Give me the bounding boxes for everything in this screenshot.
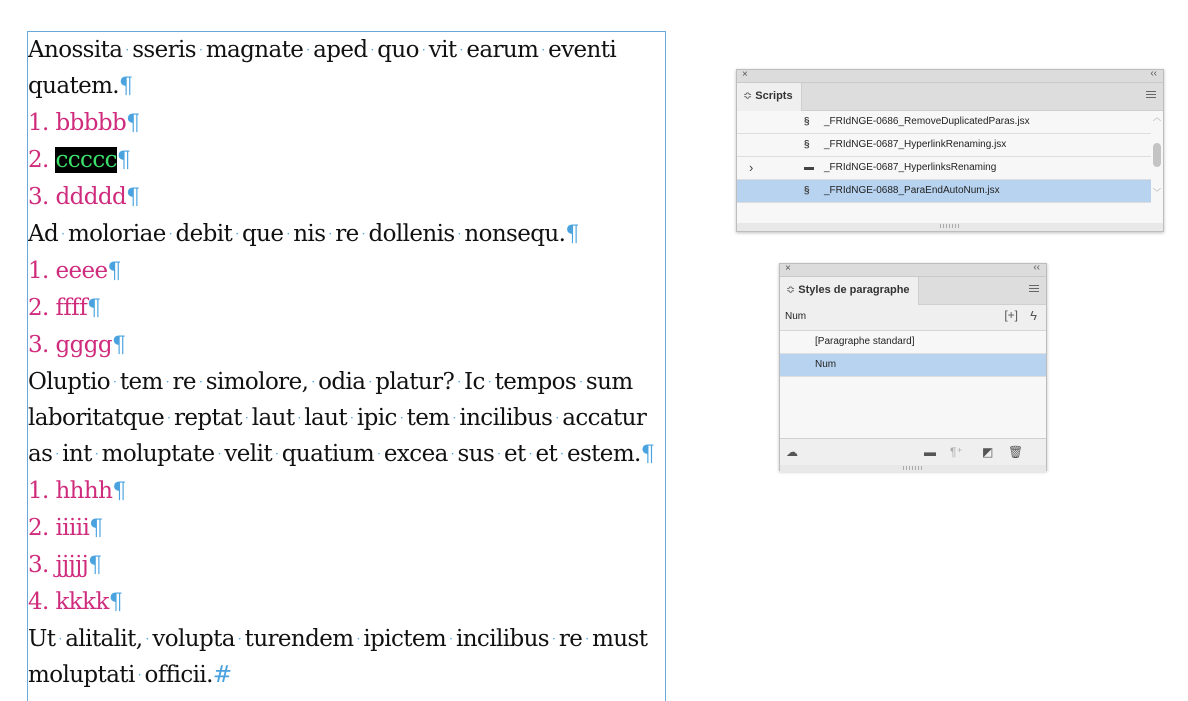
space-marker: · (137, 668, 142, 682)
list-number: 2. (28, 515, 49, 541)
space-marker: · (497, 447, 501, 461)
scroll-up-icon[interactable]: ︿ (1153, 113, 1161, 122)
style-name: [Paragraphe standard] (815, 336, 915, 347)
space-marker: · (217, 447, 222, 461)
space-marker: · (311, 375, 316, 389)
word: alitalit, (65, 626, 143, 652)
list-number: 4. (28, 589, 49, 615)
pilcrow-marker: ¶ (116, 148, 131, 173)
pilcrow-marker: ¶ (111, 333, 126, 358)
space-marker: · (457, 227, 462, 241)
word: moluptati (28, 662, 135, 688)
scripts-panel (736, 69, 1164, 232)
pilcrow-marker: ¶ (112, 479, 127, 504)
list-item[interactable] (737, 134, 1151, 157)
word: laboritatque (28, 405, 165, 431)
list-number: 1. (28, 110, 49, 136)
new-style-icon[interactable]: ◩ (982, 445, 994, 459)
tab-arrows-icon: ≎ (786, 284, 796, 296)
space-marker: · (165, 375, 170, 389)
body-paragraph[interactable] (28, 364, 666, 400)
list-number: 3. (28, 332, 49, 358)
pilcrow-marker: ¶ (89, 516, 104, 541)
scripts-tab-row (737, 83, 1163, 111)
word: moloriae (67, 221, 166, 247)
list-number: 1. (28, 478, 49, 504)
style-item[interactable] (780, 331, 1046, 354)
list-paragraph[interactable] (28, 547, 666, 584)
space-marker: · (199, 43, 203, 57)
space-marker: · (457, 375, 462, 389)
list-paragraph[interactable] (28, 327, 666, 364)
space-marker: · (168, 227, 173, 241)
space-marker: · (61, 227, 65, 241)
word: re (335, 221, 359, 247)
space-marker: · (399, 411, 404, 425)
style-name: Num (815, 359, 837, 370)
list-number: 3. (28, 184, 49, 210)
script-name: _FRIdNGE-0688_ParaEndAutoNum.jsx (824, 185, 1000, 196)
word: sseris (132, 37, 196, 63)
word: reptat (173, 405, 242, 431)
word: re (558, 626, 583, 652)
word: eventi (548, 37, 617, 63)
styles-list[interactable] (780, 331, 1046, 438)
new-style-group-icon[interactable]: [+] (1004, 308, 1018, 322)
space-marker: · (244, 411, 249, 425)
word: Oluptio (28, 369, 110, 395)
word: turendem (244, 626, 354, 652)
list-item[interactable] (737, 157, 1151, 180)
word: incilibus (459, 405, 553, 431)
space-marker: · (452, 411, 457, 425)
space-marker: · (579, 375, 583, 389)
word: dollenis (368, 221, 455, 247)
paragraph-styles-panel (779, 263, 1047, 471)
scripts-panel-titlebar (737, 70, 1163, 83)
space-marker: · (94, 447, 99, 461)
body-paragraph[interactable] (28, 657, 666, 693)
list-paragraph[interactable] (28, 253, 666, 290)
space-marker: · (541, 43, 546, 57)
word: odia (318, 369, 366, 395)
list-number: 2. (28, 147, 49, 173)
space-marker: · (297, 411, 302, 425)
folder-icon: ▬ (804, 162, 814, 173)
word: as (28, 441, 53, 467)
word: tem (119, 369, 163, 395)
pilcrow-marker: ¶ (107, 259, 122, 284)
word: quo (377, 37, 419, 63)
styles-tab-row (780, 277, 1046, 305)
word: int (62, 441, 92, 467)
word: nonsequ. (464, 221, 566, 247)
word: accatur (562, 405, 647, 431)
clear-overrides-icon[interactable]: ¶⁺ (950, 445, 963, 459)
close-icon[interactable]: × (742, 69, 748, 80)
word: nis (293, 221, 326, 247)
collapse-icon[interactable]: ‹‹ (1150, 68, 1157, 79)
quick-apply-icon[interactable]: ϟ (1030, 308, 1037, 323)
word: quatium (281, 441, 375, 467)
word: et (535, 441, 558, 467)
space-marker: · (286, 227, 291, 241)
selected-text[interactable]: ccccc (55, 147, 117, 173)
list-paragraph[interactable] (28, 290, 666, 327)
list-paragraph[interactable] (28, 584, 666, 621)
list-text[interactable]: kkkk (55, 589, 109, 615)
list-text[interactable]: ffff (55, 295, 88, 321)
script-name: _FRIdNGE-0687_HyperlinkRenaming.jsx (824, 139, 1007, 150)
list-paragraph[interactable] (28, 179, 666, 216)
scroll-thumb[interactable] (1153, 143, 1161, 167)
space-marker: · (370, 43, 375, 57)
space-marker: · (361, 227, 366, 241)
word: velit (224, 441, 272, 467)
word: officii. (144, 662, 213, 688)
list-text[interactable]: ddddd (55, 184, 127, 210)
script-name: _FRIdNGE-0687_HyperlinksRenaming (824, 162, 997, 173)
word: quatem. (28, 73, 120, 99)
pilcrow-marker: ¶ (126, 111, 141, 136)
script-name: _FRIdNGE-0686_RemoveDuplicatedParas.jsx (824, 116, 1030, 127)
list-number: 3. (28, 552, 49, 578)
word: Anossita (28, 37, 123, 63)
panel-menu-icon[interactable] (1146, 91, 1156, 100)
list-text[interactable]: hhhh (55, 478, 113, 504)
list-paragraph[interactable] (28, 473, 666, 510)
space-marker: · (237, 632, 242, 646)
styles-footer (780, 438, 1046, 465)
list-number: 1. (28, 258, 49, 284)
word: earum (466, 37, 539, 63)
list-item[interactable] (737, 111, 1151, 134)
space-marker: · (459, 43, 464, 57)
script-icon: § (804, 139, 810, 150)
current-style-bar (780, 305, 1046, 331)
word: tempos (494, 369, 577, 395)
word: aped (313, 37, 368, 63)
list-text[interactable]: jjjjj (55, 552, 89, 578)
word: ipic (356, 405, 397, 431)
space-marker: · (356, 632, 361, 646)
resize-grip[interactable] (780, 465, 1046, 473)
body-paragraph[interactable] (28, 400, 666, 436)
pilcrow-marker: ¶ (87, 296, 102, 321)
space-marker: · (368, 375, 373, 389)
word: laut (251, 405, 295, 431)
space-marker: · (306, 43, 311, 57)
pilcrow-marker: ¶ (640, 442, 655, 467)
space-marker: · (274, 447, 279, 461)
space-marker: · (487, 375, 492, 389)
space-marker: · (328, 227, 333, 241)
space-marker: · (125, 43, 130, 57)
list-text[interactable]: bbbbb (55, 110, 127, 136)
list-paragraph[interactable] (28, 510, 666, 547)
body-paragraph[interactable] (28, 32, 666, 68)
space-marker: · (198, 375, 203, 389)
word: debit (175, 221, 233, 247)
word: tem (406, 405, 450, 431)
list-text[interactable]: gggg (55, 332, 112, 358)
scrollbar[interactable] (1152, 113, 1161, 197)
space-marker: · (560, 447, 564, 461)
word: laut (304, 405, 348, 431)
body-paragraph[interactable] (28, 436, 666, 473)
pilcrow-marker: ¶ (108, 590, 123, 615)
panel-menu-icon[interactable] (1029, 285, 1039, 294)
trash-icon[interactable]: 🗑 (1008, 445, 1024, 459)
word: re (172, 369, 196, 395)
word: volupta (152, 626, 235, 652)
script-icon: § (804, 116, 810, 127)
chevron-right-icon[interactable]: › (749, 160, 754, 175)
tab-arrows-icon: ≎ (743, 90, 753, 102)
tab-scripts-label: Scripts (755, 90, 793, 102)
body-paragraph[interactable] (28, 621, 666, 657)
space-marker: · (552, 632, 556, 646)
space-marker: · (350, 411, 354, 425)
word: Ic (464, 369, 485, 395)
list-text[interactable]: eeee (55, 258, 108, 284)
pilcrow-marker: ¶ (565, 222, 580, 247)
space-marker: · (235, 227, 240, 241)
word: Ad (28, 221, 59, 247)
space-marker: · (449, 632, 453, 646)
space-marker: · (55, 447, 60, 461)
word: estem. (566, 441, 641, 467)
word: que (242, 221, 284, 247)
word: moluptate (101, 441, 215, 467)
word: ipictem (363, 626, 447, 652)
word: must (592, 626, 648, 652)
space-marker: · (555, 411, 560, 425)
body-paragraph[interactable] (28, 216, 666, 253)
list-paragraph[interactable] (28, 105, 666, 142)
scroll-down-icon[interactable]: ﹀ (1153, 188, 1161, 197)
folder-icon[interactable]: ▬ (924, 445, 936, 459)
space-marker: · (528, 447, 533, 461)
close-icon[interactable]: × (785, 263, 791, 274)
word: sum (585, 369, 633, 395)
space-marker: · (145, 632, 150, 646)
styles-panel-titlebar (780, 264, 1046, 277)
space-marker: · (58, 632, 63, 646)
text-frame[interactable] (27, 31, 666, 701)
word: simolore, (205, 369, 309, 395)
word: et (503, 441, 526, 467)
body-paragraph[interactable] (28, 68, 666, 105)
tab-paragraph-styles-label: Styles de paragraphe (798, 284, 910, 296)
tab-paragraph-styles[interactable] (780, 277, 919, 305)
scripts-list[interactable] (737, 111, 1163, 199)
word: excea (383, 441, 448, 467)
space-marker: · (167, 411, 171, 425)
pilcrow-marker: ¶ (119, 74, 134, 99)
word: magnate (205, 37, 304, 63)
list-item[interactable] (737, 180, 1151, 203)
word: vit (428, 37, 457, 63)
space-marker: · (377, 447, 381, 461)
script-icon: § (804, 185, 810, 196)
space-marker: · (113, 375, 117, 389)
list-number: 2. (28, 295, 49, 321)
library-cloud-icon[interactable]: ☁ (786, 445, 798, 459)
word: incilibus (455, 626, 549, 652)
text-story[interactable] (28, 32, 666, 693)
space-marker: · (450, 447, 455, 461)
pilcrow-marker: ¶ (88, 553, 103, 578)
end-of-story-marker: # (212, 662, 233, 688)
list-paragraph[interactable] (28, 142, 666, 179)
pilcrow-marker: ¶ (126, 185, 141, 210)
current-style-label: Num (785, 311, 807, 322)
list-text[interactable]: iiiii (55, 515, 90, 541)
collapse-icon[interactable]: ‹‹ (1033, 262, 1040, 273)
word: sus (457, 441, 495, 467)
space-marker: · (585, 632, 590, 646)
style-item[interactable] (780, 354, 1046, 377)
word: Ut (28, 626, 56, 652)
space-marker: · (421, 43, 426, 57)
tab-scripts[interactable] (737, 83, 802, 111)
word: platur? (375, 369, 455, 395)
resize-grip[interactable] (737, 223, 1163, 231)
